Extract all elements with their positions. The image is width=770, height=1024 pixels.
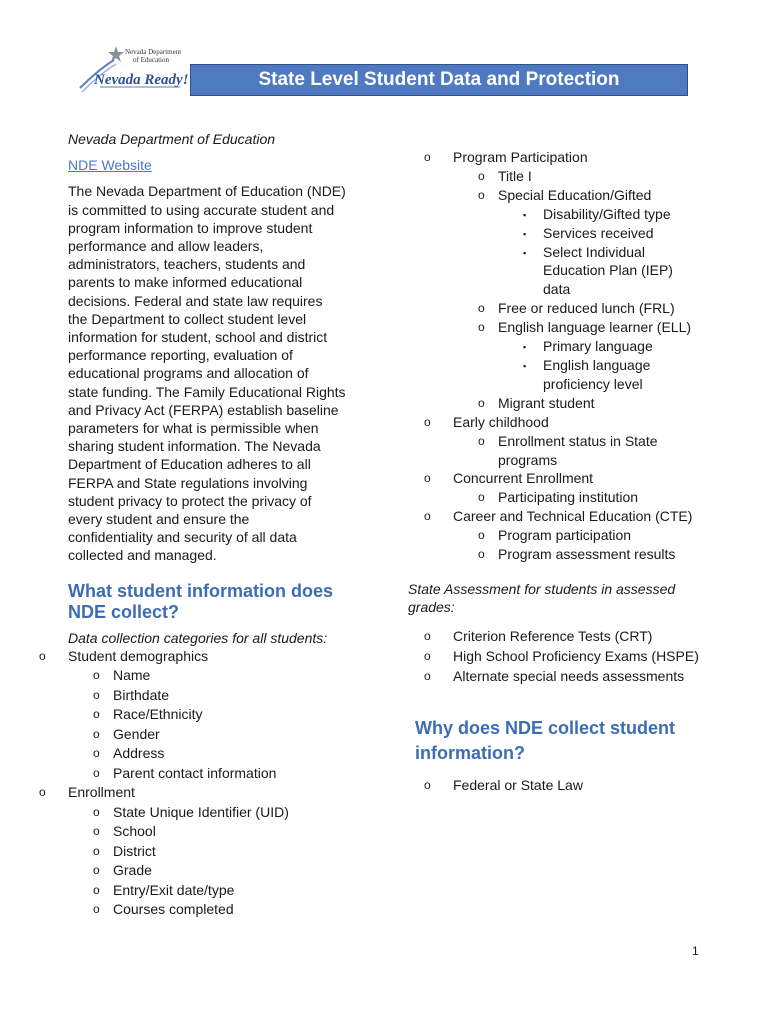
intro-line: decisions. Federal and state law requires <box>68 292 323 309</box>
list-item <box>408 545 728 564</box>
list-item <box>23 861 368 881</box>
list-item-text: Courses completed <box>113 901 234 918</box>
bullet-icon: ▪ <box>523 209 527 220</box>
bullet-icon: o <box>93 902 100 917</box>
list-item <box>408 224 728 243</box>
categories-label: Data collection categories for all students: <box>68 629 328 646</box>
list-item <box>408 626 728 646</box>
list-item <box>23 900 368 920</box>
bullet-icon: o <box>424 414 431 429</box>
page-title: State Level Student Data and Protection <box>190 64 688 96</box>
intro-line: collected and managed. <box>68 547 217 564</box>
list-item <box>408 394 728 413</box>
list-item <box>408 337 728 356</box>
assessment-label-line1: State Assessment for students in assessed <box>408 580 676 597</box>
list-item-text: Grade <box>113 862 152 879</box>
bullet-icon: o <box>478 187 485 202</box>
list-item <box>23 725 368 745</box>
intro-paragraph <box>68 182 368 564</box>
bullet-icon: o <box>478 433 485 448</box>
list-item <box>23 744 368 764</box>
bullet-icon: o <box>478 528 485 543</box>
list-item-text: programs <box>498 451 558 468</box>
intro-line: FERPA and State regulations involving <box>68 474 308 491</box>
bullet-icon: o <box>39 648 46 663</box>
list-item-text: Concurrent Enrollment <box>453 470 594 487</box>
list-item <box>408 507 728 526</box>
list-item-text: Gender <box>113 725 160 742</box>
bullet-icon: o <box>93 824 100 839</box>
list-item-text: Birthdate <box>113 686 170 703</box>
list-item <box>408 280 728 299</box>
intro-line: information for student, school and district <box>68 329 328 346</box>
list-item-text: Primary language <box>543 338 653 355</box>
list-item <box>408 646 728 666</box>
intro-line: parameters for what is permissible when <box>68 420 319 437</box>
list-item-text: Criterion Reference Tests (CRT) <box>453 628 653 645</box>
bullet-icon: o <box>478 547 485 562</box>
list-item-text: Program assessment results <box>498 546 676 563</box>
intro-line: educational programs and allocation of <box>68 365 309 382</box>
list-item-text: Enrollment <box>68 784 135 801</box>
intro-line: administrators, teachers, students and <box>68 256 306 273</box>
bullet-icon: o <box>93 765 100 780</box>
list-item-text: Program Participation <box>453 149 588 165</box>
bullet-icon: o <box>424 509 431 524</box>
list-item <box>408 299 728 318</box>
intro-line: The Nevada Department of Education (NDE) <box>68 183 346 200</box>
bullet-icon: o <box>478 301 485 316</box>
list-item <box>408 205 728 224</box>
intro-line: performance reporting, evaluation of <box>68 347 293 364</box>
list-item <box>408 148 728 167</box>
list-item <box>23 647 368 667</box>
list-item-text: Migrant student <box>498 394 595 411</box>
list-item <box>408 526 728 545</box>
list-item-text: Services received <box>543 224 654 241</box>
bullet-icon: o <box>39 785 46 800</box>
list-item-text: English language <box>543 356 651 373</box>
program-list <box>408 148 728 564</box>
assessment-label <box>408 580 728 616</box>
list-item-text: Select Individual <box>543 243 645 260</box>
list-item-text: Enrollment status in State <box>498 432 658 449</box>
intro-line: every student and ensure the <box>68 511 250 528</box>
list-item <box>408 375 728 394</box>
list-item <box>23 822 368 842</box>
intro-line: program information to improve student <box>68 219 313 236</box>
list-item-text: Alternate special needs assessments <box>453 668 685 685</box>
list-item <box>408 167 728 186</box>
nde-website-link[interactable]: NDE Website <box>68 157 152 174</box>
list-item <box>408 243 728 262</box>
bullet-icon: o <box>478 168 485 183</box>
logo-line1: Nevada Department <box>125 48 182 56</box>
bullet-icon: o <box>424 669 431 684</box>
bullet-icon: o <box>93 687 100 702</box>
list-item <box>23 803 368 823</box>
list-item-text: proficiency level <box>543 375 643 392</box>
collect-heading-line2: NDE collect? <box>68 601 180 622</box>
list-item-text: Participating institution <box>498 489 639 506</box>
list-item <box>408 469 728 488</box>
bullet-icon: ▪ <box>523 360 527 371</box>
list-item-text: Free or reduced lunch (FRL) <box>498 300 675 317</box>
intro-line: performance and allow leaders, <box>68 238 264 255</box>
list-item <box>23 666 368 686</box>
bullet-icon: o <box>424 629 431 644</box>
bullet-icon: o <box>93 882 100 897</box>
list-item <box>23 783 368 803</box>
list-item <box>23 705 368 725</box>
list-item-text: data <box>543 281 571 298</box>
logo-line2: of Education <box>133 56 169 64</box>
collect-heading-line1: What student information does <box>68 580 333 601</box>
list-item-text: Disability/Gifted type <box>543 205 671 222</box>
bullet-icon: o <box>424 778 431 793</box>
list-item <box>408 261 728 280</box>
bullet-icon: o <box>93 707 100 722</box>
bullet-icon: o <box>424 471 431 486</box>
bullet-icon: o <box>478 320 485 335</box>
bullet-icon: o <box>93 668 100 683</box>
list-item-text: Address <box>113 745 165 762</box>
bullet-icon: o <box>93 843 100 858</box>
why-heading-line1: Why does NDE collect student <box>415 718 676 739</box>
list-item-text: Early childhood <box>453 413 549 430</box>
org-name: Nevada Department of Education <box>68 131 276 147</box>
bullet-icon: o <box>93 804 100 819</box>
list-item <box>408 451 728 470</box>
logo-script: Nevada Ready! <box>94 72 189 88</box>
bullet-icon: o <box>93 726 100 741</box>
list-item-text: Entry/Exit date/type <box>113 881 235 898</box>
list-item-text: Student demographics <box>68 647 209 664</box>
collect-heading <box>68 581 368 623</box>
intro-line: and Privacy Act (FERPA) establish baseline <box>68 401 339 418</box>
intro-line: the Department to collect student level <box>68 310 307 327</box>
intro-line: sharing student information. The Nevada <box>68 438 321 455</box>
bullet-icon: ▪ <box>523 247 527 258</box>
left-column <box>39 130 368 920</box>
list-item <box>408 488 728 507</box>
bullet-icon: o <box>424 150 431 164</box>
list-item-text: English language learner (ELL) <box>498 319 692 336</box>
list-item <box>408 666 728 686</box>
intro-line: state funding. The Family Educational Rights <box>68 383 346 400</box>
bullet-icon: o <box>93 746 100 761</box>
bullet-icon: o <box>478 395 485 410</box>
list-item <box>408 318 728 337</box>
bullet-icon: ▪ <box>523 228 527 239</box>
list-item-text: Parent contact information <box>113 764 277 781</box>
list-item-text: State Unique Identifier (UID) <box>113 803 289 820</box>
list-item-text: Race/Ethnicity <box>113 706 203 723</box>
list-item <box>23 764 368 784</box>
bullet-icon: o <box>424 649 431 664</box>
why-heading-line2: information? <box>415 743 525 764</box>
list-item-text: Program participation <box>498 527 632 544</box>
intro-line: Department of Education adheres to all <box>68 456 311 473</box>
collect-list <box>23 647 368 920</box>
intro-line: parents to make informed educational <box>68 274 303 291</box>
assessment-list <box>408 626 728 686</box>
list-item <box>23 686 368 706</box>
list-item <box>408 356 728 375</box>
list-item-text: Special Education/Gifted <box>498 186 652 203</box>
list-item-text: Education Plan (IEP) <box>543 262 673 279</box>
right-column <box>408 148 728 795</box>
list-item <box>408 186 728 205</box>
intro-line: is committed to using accurate student and <box>68 201 335 218</box>
assessment-label-line2: grades: <box>408 599 455 616</box>
list-item <box>408 413 728 432</box>
list-item <box>408 432 728 451</box>
list-item <box>23 881 368 901</box>
list-item-text: Name <box>113 667 151 684</box>
why-heading <box>408 716 728 766</box>
nevada-ready-logo <box>78 40 198 100</box>
list-item-text: District <box>113 842 156 859</box>
list-item-text: Title I <box>498 167 532 184</box>
page-number: 1 <box>692 944 699 958</box>
list-item-text: School <box>113 823 156 840</box>
list-item <box>23 842 368 862</box>
intro-line: confidentiality and security of all data <box>68 529 297 546</box>
bullet-icon: o <box>478 490 485 505</box>
bullet-icon: ▪ <box>523 342 527 353</box>
bullet-icon: o <box>93 863 100 878</box>
list-item-text: Career and Technical Education (CTE) <box>453 508 693 525</box>
list-item-text: Federal or State Law <box>453 777 583 794</box>
intro-line: student privacy to protect the privacy of <box>68 492 312 509</box>
list-item-text: High School Proficiency Exams (HSPE) <box>453 648 699 665</box>
why-list <box>408 776 728 794</box>
list-item <box>408 776 728 794</box>
